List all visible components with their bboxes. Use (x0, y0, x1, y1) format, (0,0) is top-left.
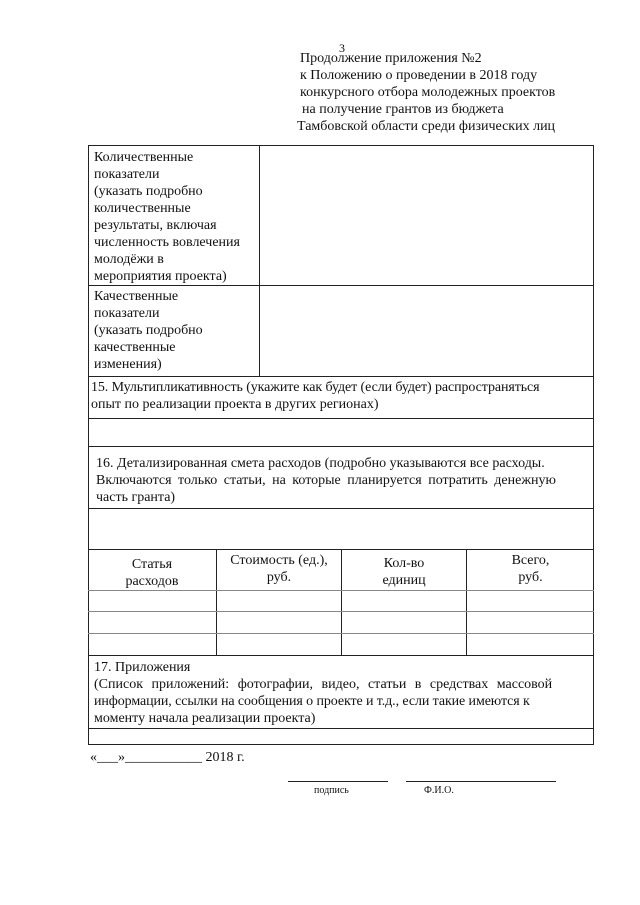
budget-header-unit-cost: Стоимость (ед.), руб. (230, 553, 328, 585)
section-16-title: 16. Детализированная смета расходов (подробно указываются все расходы. Включаются только статьи, на которые планируется потратить денежную часть гранта) (96, 456, 556, 505)
section-15-divider (88, 418, 594, 419)
indicators-table-divider (259, 145, 260, 377)
signature-line[interactable] (288, 781, 388, 782)
indicators-table-row-divider (88, 285, 594, 286)
section-17-title: 17. Приложения (Список приложений: фотографии, видео, статьи в средствах массовой информации, ссылки на сообщения о проекте и т.д., если такие имеются к моменту начала реализации проекта) (94, 660, 553, 726)
header-line: конкурсного отбора молодежных проектов (300, 85, 556, 100)
section-17-answer[interactable] (90, 730, 592, 744)
quantitative-indicators-value[interactable] (262, 147, 592, 283)
quantitative-indicators-label: Количественные показатели (указать подробно количественные результаты, включая численность вовлечения молодёжи в мероприятия проекта) (94, 150, 240, 284)
budget-header-expense-item: Статья расходов (125, 557, 179, 589)
qualitative-indicators-label: Качественные показатели (указать подробно качественные изменения) (94, 289, 203, 372)
signature-label: подпись (314, 785, 349, 796)
name-label: Ф.И.О. (424, 785, 454, 796)
name-line[interactable] (406, 781, 556, 782)
budget-header-quantity: Кол-во единиц (382, 556, 426, 588)
document-header (297, 50, 556, 135)
header-line: Продолжение приложения №2 (300, 51, 482, 66)
budget-table-row-divider (88, 590, 594, 591)
section-17-divider (88, 728, 594, 729)
header-line: на получение грантов из бюджета (302, 102, 504, 117)
budget-header-total: Всего, руб. (511, 553, 550, 585)
section-16-answer[interactable] (90, 510, 592, 548)
budget-table-row-divider (88, 611, 594, 612)
header-line: к Положению о проведении в 2018 году (300, 68, 538, 83)
section-15-answer[interactable] (90, 420, 592, 446)
section-15-title: 15. Мультипликативность (укажите как будет (если будет) распространяться опыт по реализации проекта в других регионах) (91, 380, 540, 412)
section-16-divider (88, 508, 594, 509)
page-number: 3 (339, 41, 345, 55)
header-line: Тамбовской области среди физических лиц (297, 119, 556, 134)
qualitative-indicators-value[interactable] (262, 287, 592, 375)
date-field[interactable]: «___»___________ 2018 г. (90, 750, 245, 765)
budget-table-row-divider (88, 633, 594, 634)
